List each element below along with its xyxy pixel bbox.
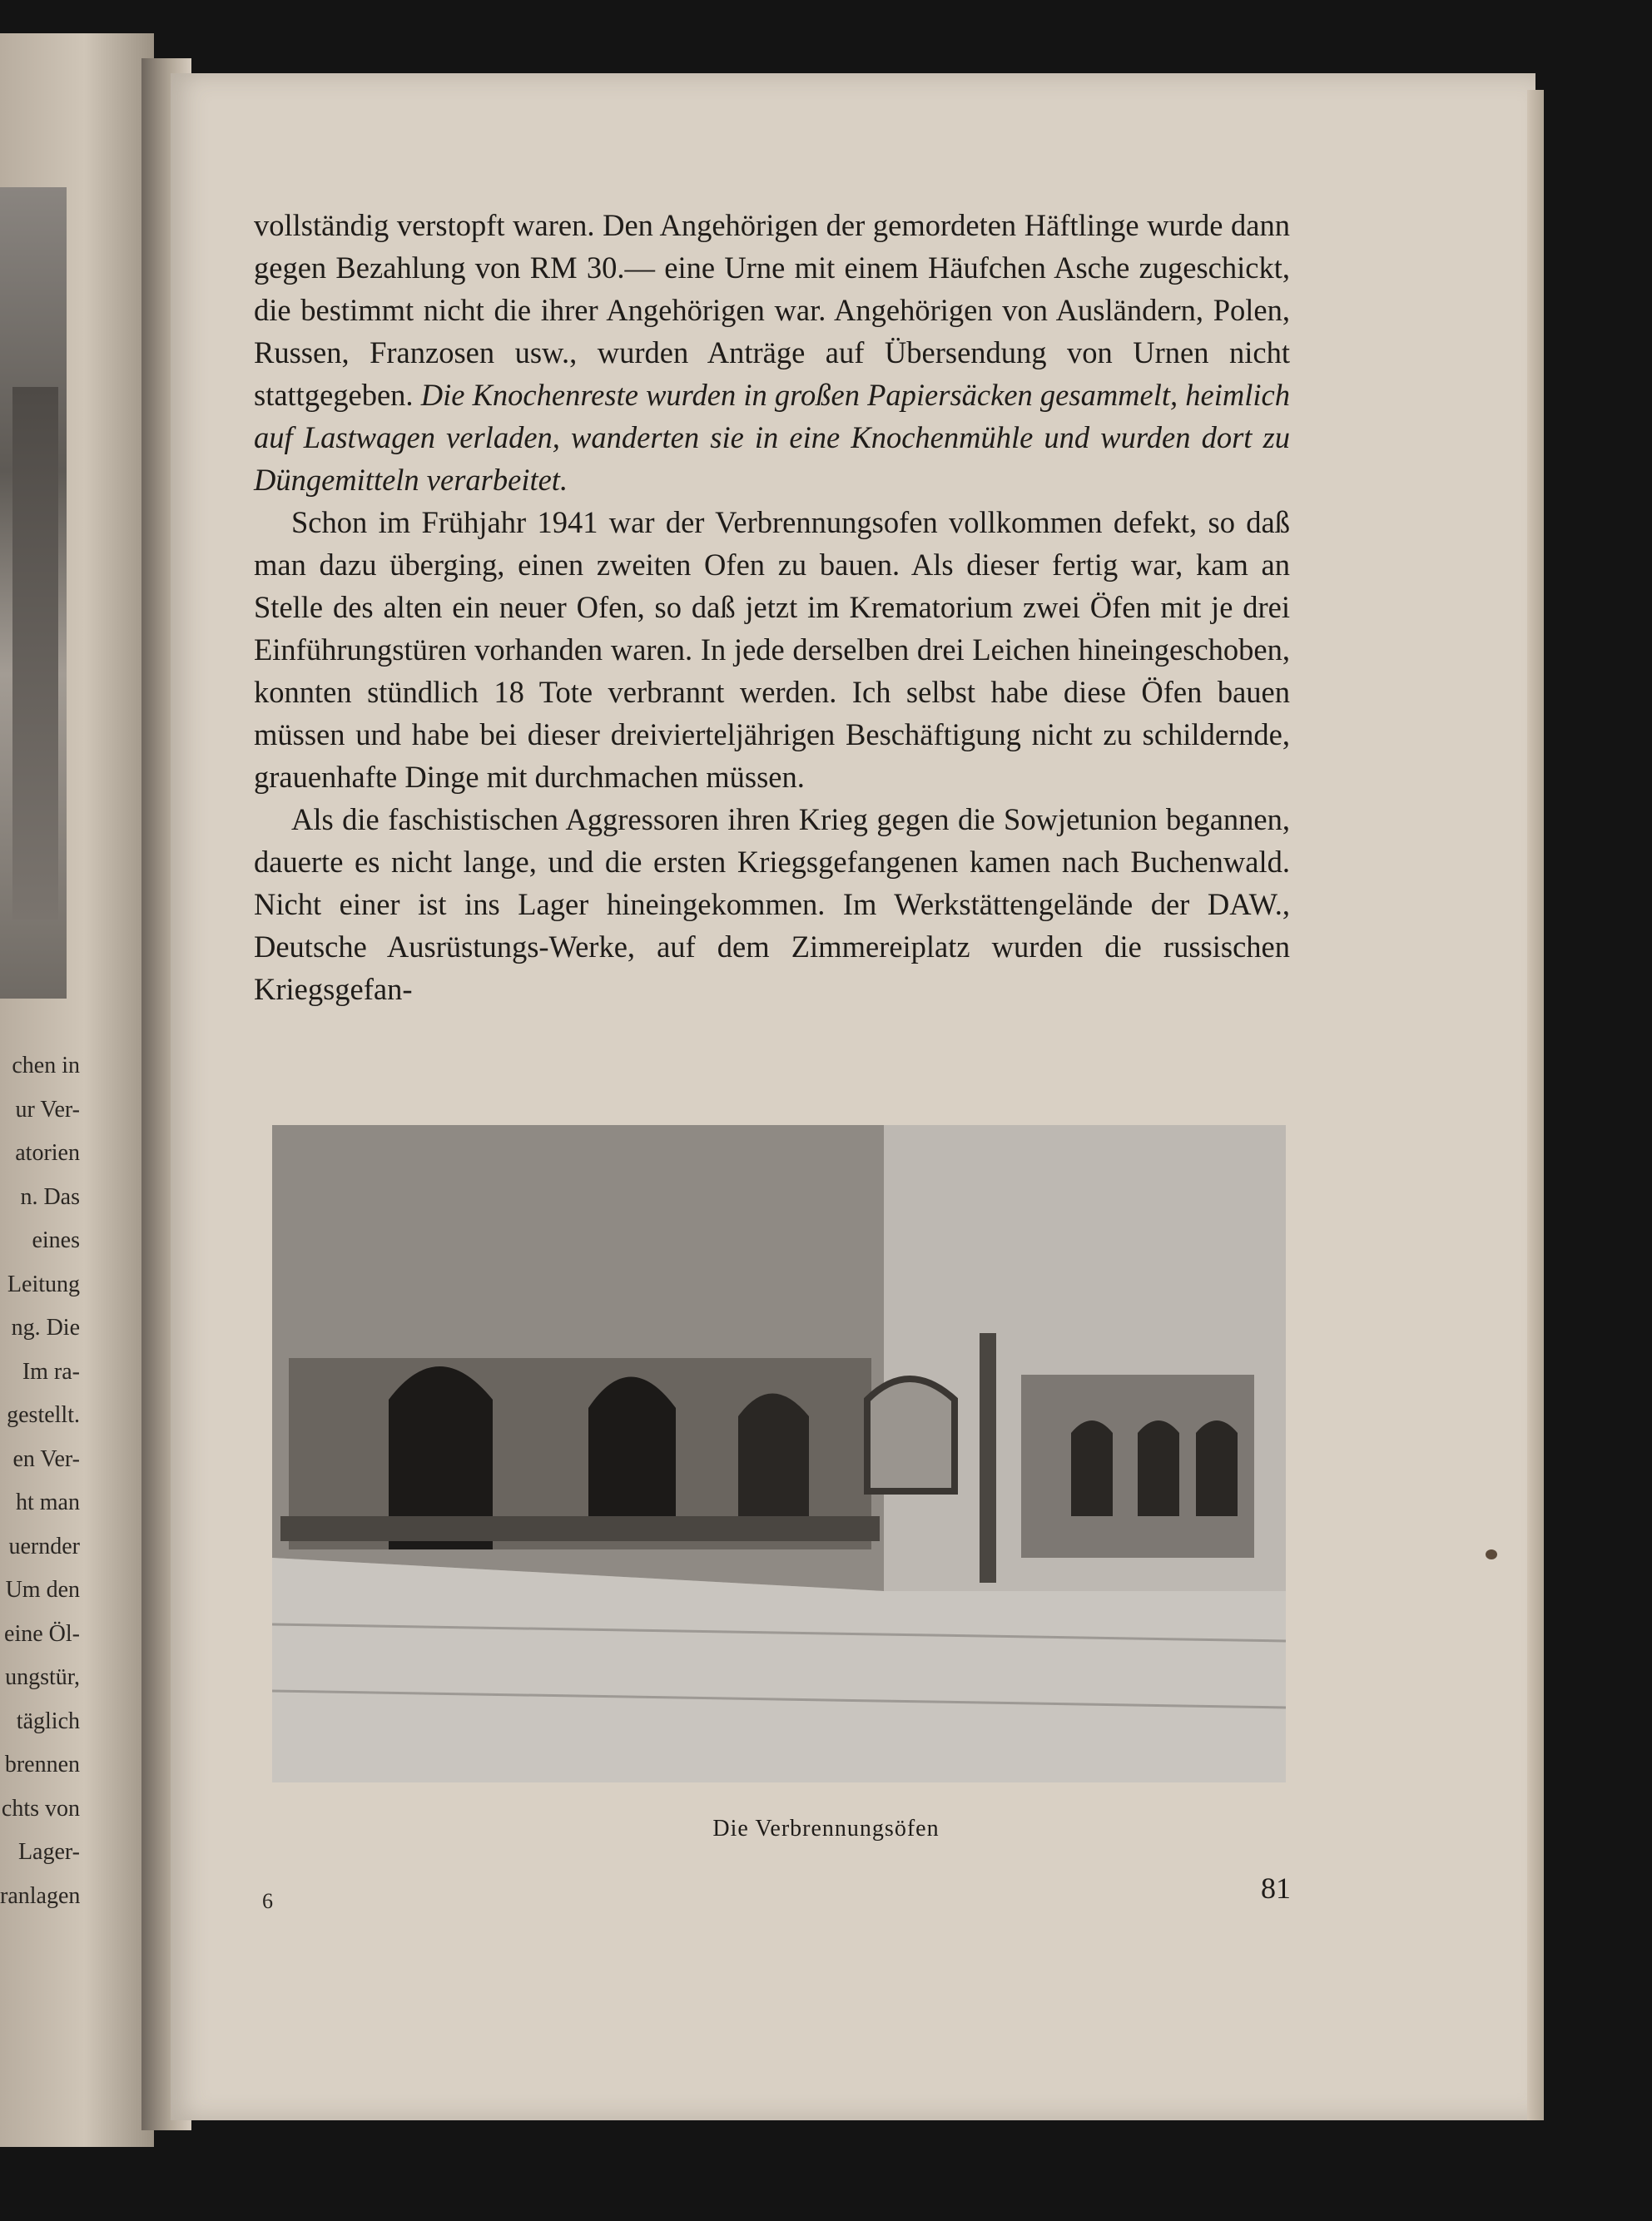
left-fragment: atorien	[15, 1140, 80, 1166]
ink-dot-mark	[1486, 1549, 1497, 1559]
paragraph-1-roman: vollständig verstopft waren. Den Angehörigen der gemordeten Häftlinge wurde dann gegen Bezahlung von RM 30.— eine Urne mit einem Häufchen Asche zugeschickt, die bestimmt nicht die ihrer Angehörigen war. Angehörigen von Ausländern, Polen, Russen, Franzosen usw., wurden Anträge auf Übersendung von Urnen nicht stattgegeben.	[254, 208, 1290, 412]
left-page-text-fragments	[0, 1044, 80, 1918]
left-fragment: brennen	[4, 1752, 80, 1777]
paragraph-1-italic: Die Knochenreste wurden in großen Papiersäcken gesammelt, heimlich auf Lastwagen verladen, wanderten sie in eine Knochenmühle und wurden dort zu Düngemitteln verarbeitet.	[254, 378, 1290, 497]
body-text	[254, 204, 1290, 1010]
left-page-photo-fragment	[0, 187, 67, 999]
left-fragment: ranlagen	[0, 1882, 81, 1909]
left-fragment: Lager-	[17, 1839, 80, 1865]
left-fragment: ur Ver-	[15, 1096, 80, 1123]
left-fragment: chts von	[1, 1795, 80, 1822]
signature-mark: 6	[262, 1889, 273, 1913]
left-fragment: Im ra-	[22, 1358, 80, 1385]
left-fragment: eine Öl-	[4, 1620, 80, 1647]
left-fragment: n. Das	[20, 1183, 80, 1210]
paragraph-2: Schon im Frühjahr 1941 war der Verbrennungsofen vollkommen defekt, so daß man dazu überging, einen zweiten Ofen zu bauen. Als dieser fertig war, kam an Stelle des alten ein neuer Ofen, so daß jetzt im Krematorium zwei Öfen mit je drei Einführungstüren vorhanden waren. In jede derselben drei Leichen hineingeschoben, konnten stündlich 18 Tote verbrannt werden. Ich selbst habe diese Öfen bauen müssen und habe bei dieser dreivierteljährigen Beschäftigung nicht zu schildernde, grauenhafte Dinge mit durchmachen müssen.	[254, 505, 1290, 794]
left-fragment: uernder	[8, 1533, 80, 1559]
left-fragment: Um den	[5, 1577, 80, 1603]
left-fragment: Leitung	[7, 1271, 80, 1297]
left-fragment: en Ver-	[12, 1445, 80, 1472]
photo-illustration	[272, 1125, 1286, 1782]
paragraph-1	[254, 204, 1290, 501]
left-fragment: gestellt.	[7, 1402, 80, 1428]
page-number: 81	[1261, 1871, 1291, 1905]
crematorium-ovens-photo	[272, 1125, 1286, 1782]
left-fragment: ht man	[16, 1490, 80, 1515]
paragraph-3: Als die faschistischen Aggressoren ihren Krieg gegen die Sowjetunion begannen, dauerte es nicht lange, und die ersten Kriegsgefangenen kamen nach Buchenwald. Nicht einer ist ins Lager hineingekommen. Im Werkstättengelände der DAW., Deutsche Ausrüstungs-Werke, auf dem Zimmereiplatz wurden die russischen Kriegsgefan-	[254, 802, 1290, 1006]
left-fragment: ng. Die	[11, 1315, 80, 1341]
left-fragment: eines	[32, 1227, 80, 1253]
left-fragment: ungstür,	[5, 1664, 80, 1690]
left-fragment: chen in	[12, 1053, 80, 1078]
left-fragment: täglich	[16, 1708, 80, 1734]
figure-caption: Die Verbrennungsöfen	[712, 1816, 940, 1842]
